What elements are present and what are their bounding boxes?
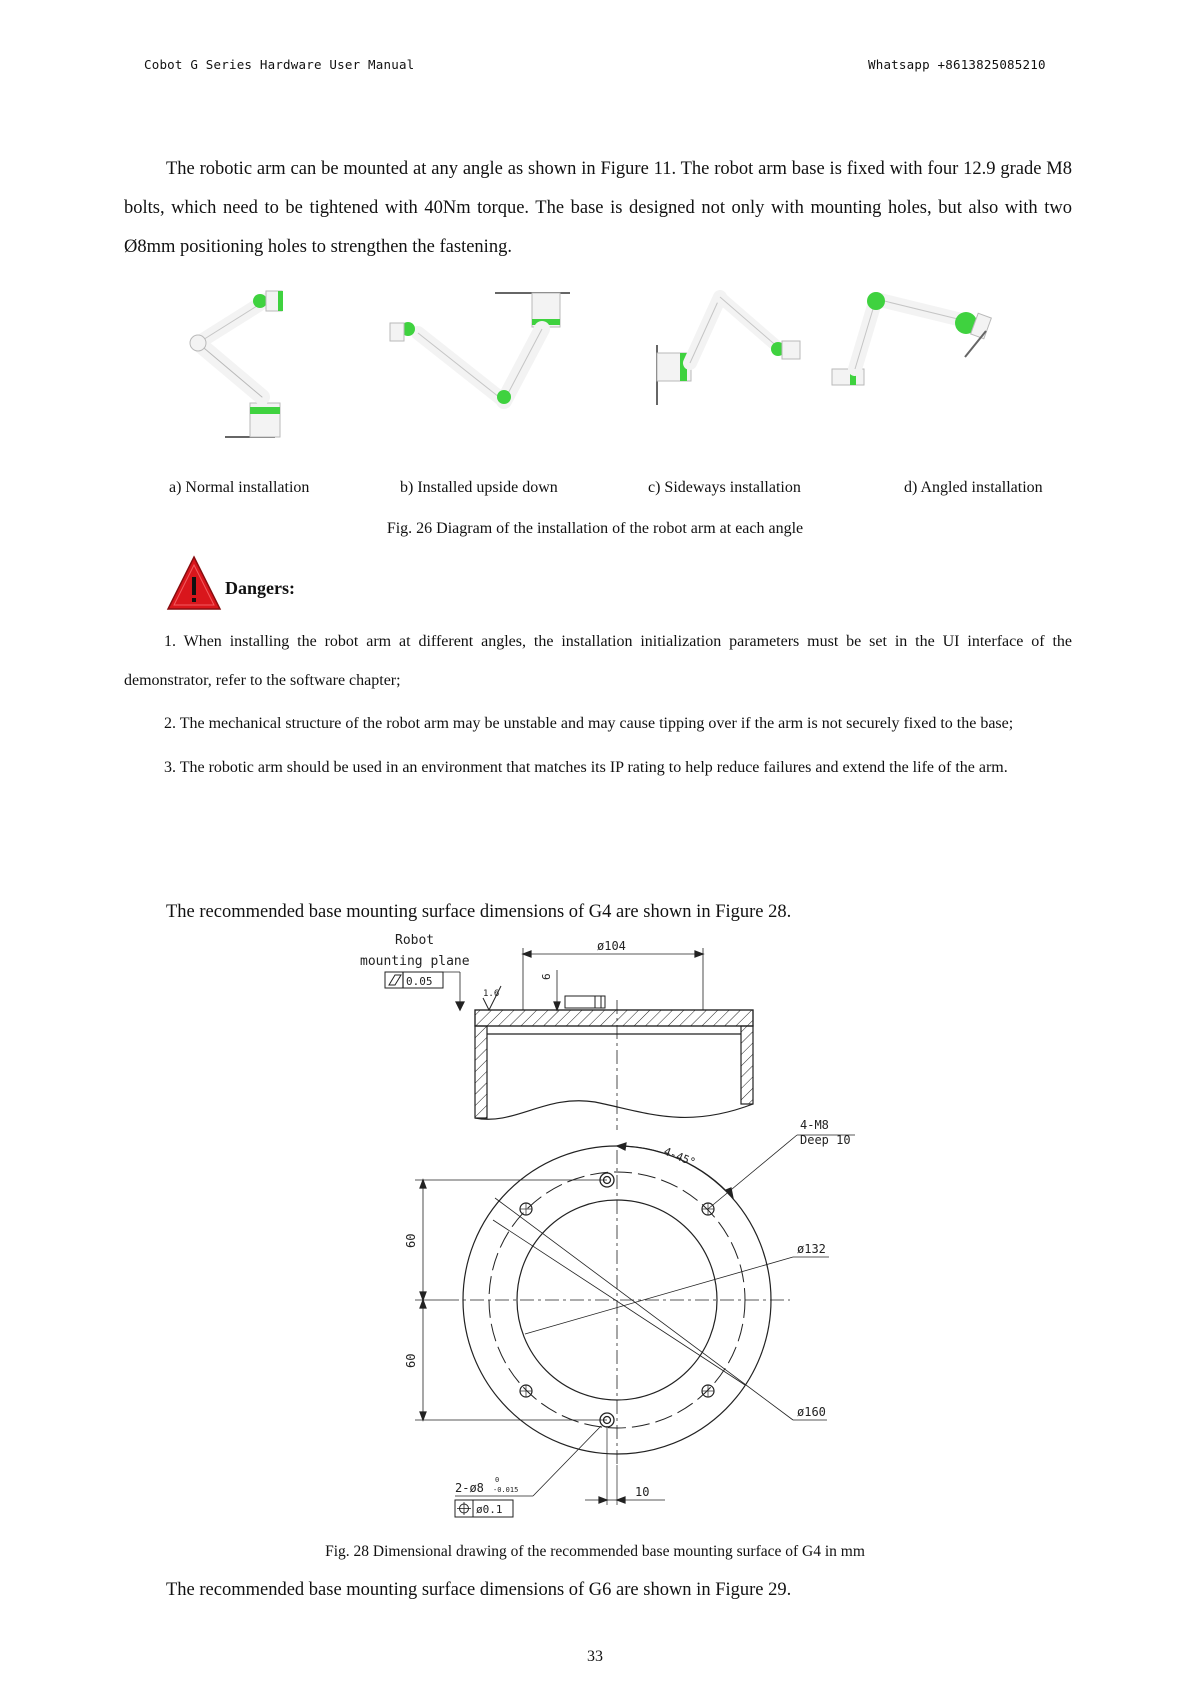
label-deep: Deep 10 xyxy=(800,1133,851,1147)
warning-triangle-icon xyxy=(166,555,222,611)
intro-paragraph: The robotic arm can be mounted at any angle as shown in Figure 11. The robot arm base is fixed with four 12.9 grade M8 bolts, which need to be tightened with 40Nm torque. The base is designed not only with mounting holes, but also with two Ø8mm positioning holes to strengthen the fastening. xyxy=(124,159,1072,257)
figure-26-robot-arms xyxy=(150,285,1080,455)
dangers-title: Dangers: xyxy=(225,578,295,598)
arm-upside-down-installation xyxy=(390,293,570,404)
label-position-tol: ø0.1 xyxy=(476,1503,503,1516)
figure-26-title: Fig. 26 Diagram of the installation of the robot arm at each angle xyxy=(386,520,804,537)
label-60-bottom: 60 xyxy=(404,1353,418,1368)
label-dia160: ø160 xyxy=(797,1405,826,1419)
label-roughness: 1.6 xyxy=(483,989,500,999)
label-dia132: ø132 xyxy=(797,1242,826,1256)
arm-normal-installation xyxy=(190,291,283,437)
caption-normal-installation: a) Normal installation xyxy=(169,479,310,496)
danger-item-3: 3. The robotic arm should be used in an environment that matches its IP rating to help reduce failures and extend the life of the arm. xyxy=(164,758,1008,776)
arm-angled-installation xyxy=(832,292,991,385)
figure-28-drawing xyxy=(345,930,895,1530)
label-robot: Robot xyxy=(395,933,435,948)
g4-intro: The recommended base mounting surface dimensions of G4 are shown in Figure 28. xyxy=(166,902,792,922)
label-dia104: ø104 xyxy=(597,939,626,953)
page-number: 33 xyxy=(587,1648,603,1665)
caption-sideways: c) Sideways installation xyxy=(648,479,801,496)
caption-angled: d) Angled installation xyxy=(904,479,1043,496)
figure-28-title: Fig. 28 Dimensional drawing of the recommended base mounting surface of G4 in mm xyxy=(325,1543,865,1560)
label-depth6: 6 xyxy=(540,973,553,980)
label-dim10: 10 xyxy=(635,1485,650,1499)
label-angle: 4-45° xyxy=(661,1144,698,1170)
label-flatness: 0.05 xyxy=(406,975,433,988)
label-pin: 2-ø8 xyxy=(455,1481,484,1495)
label-60-top: 60 xyxy=(404,1233,418,1248)
danger-item-2: 2. The mechanical structure of the robot arm may be unstable and may cause tipping over if the arm is not securely fixed to the base; xyxy=(164,715,1014,732)
label-pin-tol-upper: 0 xyxy=(495,1476,500,1484)
header-contact: Whatsapp +8613825085210 xyxy=(868,57,1046,72)
caption-upside-down: b) Installed upside down xyxy=(400,479,558,496)
danger-item-1: 1. When installing the robot arm at different angles, the installation initialization parameters must be set in the UI interface of the demonstrator, refer to the software chapter; xyxy=(124,633,1072,689)
label-m8: 4-M8 xyxy=(800,1118,829,1132)
header-title: Cobot G Series Hardware User Manual xyxy=(144,57,415,72)
label-pin-tol-lower: -0.015 xyxy=(493,1486,519,1494)
arm-sideways-installation xyxy=(657,297,800,405)
label-mounting-plane: mounting plane xyxy=(360,954,470,969)
g6-intro: The recommended base mounting surface dimensions of G6 are shown in Figure 29. xyxy=(166,1580,792,1600)
dangers-list xyxy=(124,623,1072,792)
